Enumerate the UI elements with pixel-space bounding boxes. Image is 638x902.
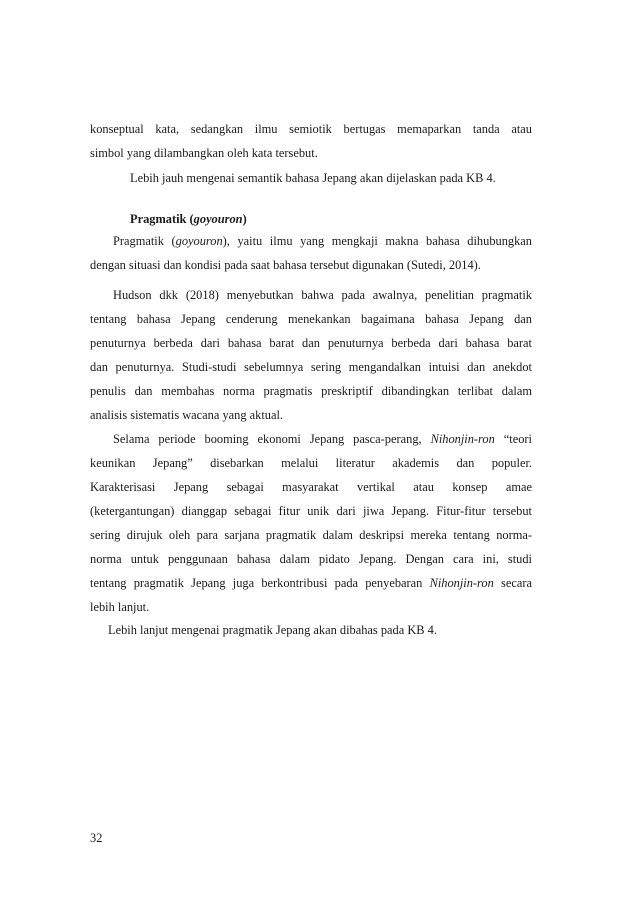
paragraph-line: tentang bahasa Jepang cenderung menekankan bagaimana bahasa Jepang dan xyxy=(90,312,532,326)
paragraph-line: sering dirujuk oleh para sarjana pragmatik dalam deskripsi mereka tentang norma- xyxy=(90,528,532,542)
text-run: “teori xyxy=(494,432,532,446)
text-run: ), yaitu ilmu yang mengkaji makna bahasa dihubungkan xyxy=(222,234,532,248)
text-run: tentang pragmatik Jepang juga berkontribusi pada penyebaran xyxy=(90,576,430,590)
italic-term: goyouron xyxy=(175,234,223,248)
page-number: 32 xyxy=(90,831,103,845)
paragraph-line: penuturnya berbeda dari bahasa barat dan penuturnya berbeda dari bahasa barat xyxy=(90,336,532,350)
paragraph-line: Karakterisasi Jepang sebagai masyarakat vertikal atau konsep amae xyxy=(90,480,532,494)
heading-term: goyouron xyxy=(193,212,243,226)
paragraph-line: analisis sistematis wacana yang aktual. xyxy=(90,408,284,422)
paragraph-line xyxy=(113,431,532,447)
italic-term: Nihonjin-ron xyxy=(430,432,495,446)
paragraph-line: (ketergantungan) dianggap sebagai fitur unik dari jiwa Jepang. Fitur-fitur tersebut xyxy=(90,504,532,518)
paragraph-line: dan penuturnya. Studi-studi sebelumnya sering mengandalkan intuisi dan anekdot xyxy=(90,360,532,374)
paragraph-line xyxy=(90,575,532,591)
paragraph-line: konseptual kata, sedangkan ilmu semiotik bertugas memaparkan tanda atau xyxy=(90,122,532,136)
paragraph-line: keunikan Jepang” disebarkan melalui literatur akademis dan populer. xyxy=(90,456,532,470)
paragraph-line: lebih lanjut. xyxy=(90,600,150,614)
section-heading xyxy=(130,211,247,227)
text-run: secara xyxy=(493,576,532,590)
paragraph-line: simbol yang dilambangkan oleh kata tersebut. xyxy=(90,146,318,160)
paragraph-line: norma untuk penggunaan bahasa dalam pidato Jepang. Dengan cara ini, studi xyxy=(90,552,532,566)
italic-term: Nihonjin-ron xyxy=(429,576,494,590)
heading-close: ) xyxy=(242,212,247,226)
heading-label: Pragmatik ( xyxy=(130,212,194,226)
text-run: Pragmatik ( xyxy=(113,234,176,248)
paragraph-line: Lebih jauh mengenai semantik bahasa Jepang akan dijelaskan pada KB 4. xyxy=(130,171,496,185)
paragraph-line: dengan situasi dan kondisi pada saat bahasa tersebut digunakan (Sutedi, 2014). xyxy=(90,258,481,272)
paragraph-line xyxy=(113,233,532,249)
paragraph-line: Lebih lanjut mengenai pragmatik Jepang akan dibahas pada KB 4. xyxy=(108,623,437,637)
paragraph-line: penulis dan membahas norma pragmatis preskriptif dibandingkan terlibat dalam xyxy=(90,384,532,398)
paragraph-line: Hudson dkk (2018) menyebutkan bahwa pada awalnya, penelitian pragmatik xyxy=(113,288,532,302)
text-run: Selama periode booming ekonomi Jepang pasca-perang, xyxy=(113,432,431,446)
